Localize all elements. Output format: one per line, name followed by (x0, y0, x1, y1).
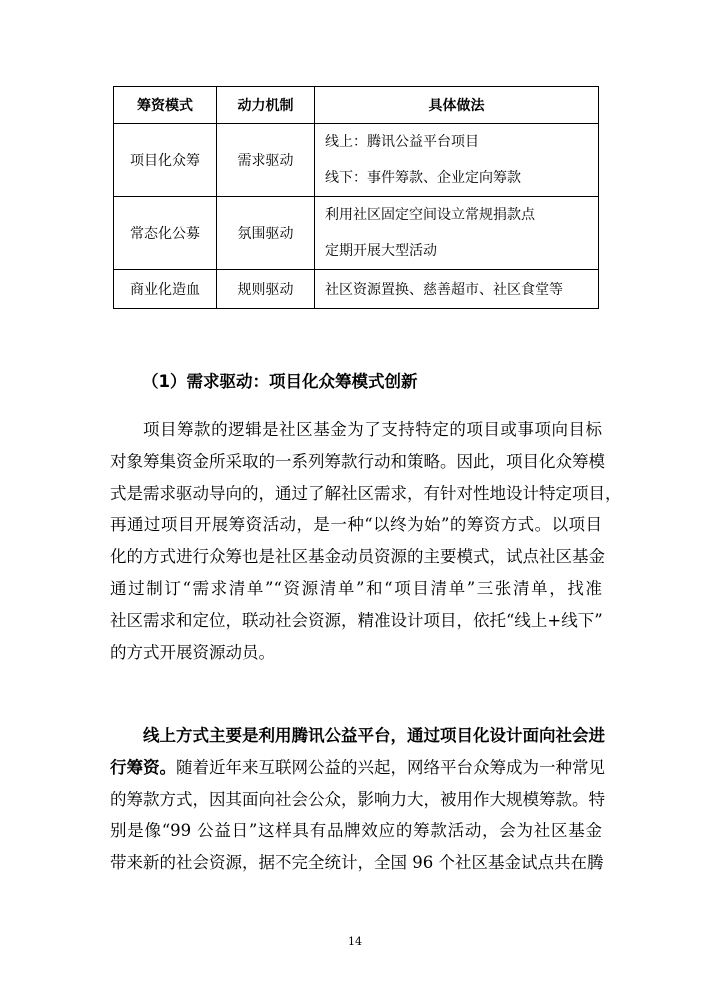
detail-line: 线上：腾讯公益平台项目 (325, 134, 479, 150)
table-header: 筹资模式 (114, 87, 217, 124)
paragraph-1 (110, 414, 622, 668)
text-line: 化的方式进行众筹也是社区基金动员资源的主要模式，试点社区基金 (110, 547, 605, 567)
table-cell-details: 社区资源置换、慈善超市、社区食堂等 (315, 270, 599, 309)
detail-line: 线下：事件筹款、企业定向筹款 (325, 170, 521, 186)
text-line: 的筹款方式，因其面向社会公众，影响力大，被用作大规模筹款。特 (110, 789, 605, 809)
table-cell-mechanism: 需求驱动 (217, 124, 315, 197)
table-row (114, 124, 599, 197)
text-line: 式是需求驱动导向的，通过了解社区需求，有针对性地设计特定项目， (110, 483, 622, 503)
text-line: 的方式开展资源动员。 (110, 642, 275, 662)
text-line: 带来新的社会资源，据不完全统计，全国 96 个社区基金试点共在腾 (110, 853, 604, 873)
table-header-row (114, 87, 599, 124)
text-line (110, 752, 605, 784)
text-line: 对象筹集资金所采取的一系列筹款行动和策略。因此，项目化众筹模 (110, 451, 605, 471)
detail-line: 定期开展大型活动 (325, 243, 437, 259)
table-cell-mode: 商业化造血 (114, 270, 217, 309)
table-row (114, 197, 599, 270)
table-header: 具体做法 (315, 87, 599, 124)
table-cell-mode: 常态化公募 (114, 197, 217, 270)
table-cell-details (315, 197, 599, 270)
bold-text: 行筹资。 (110, 757, 176, 777)
table-cell-mode: 项目化众筹 (114, 124, 217, 197)
page-number: 14 (348, 935, 362, 948)
table-cell-mechanism: 氛围驱动 (217, 197, 315, 270)
text-line: 通过制订“需求清单”“资源清单”和“项目清单”三张清单，找准 (110, 578, 602, 598)
paragraph-2 (110, 720, 605, 879)
text-line: 再通过项目开展筹资活动，是一种“以终为始”的筹资方式。以项目 (110, 515, 602, 535)
table-header: 动力机制 (217, 87, 315, 124)
table-cell-details (315, 124, 599, 197)
text-line: 社区需求和定位，联动社会资源，精准设计项目，依托“线上+线下” (110, 610, 603, 630)
text-line: 别是像“99 公益日”这样具有品牌效应的筹款活动，会为社区基金 (110, 821, 602, 841)
table-row (114, 270, 599, 309)
plain-text: 随着近年来互联网公益的兴起，网络平台众筹成为一种常见 (176, 757, 605, 777)
text-line-bold: 线上方式主要是利用腾讯公益平台，通过项目化设计面向社会进 (143, 726, 605, 745)
section-heading: （1）需求驱动：项目化众筹模式创新 (142, 372, 418, 391)
table-cell-mechanism: 规则驱动 (217, 270, 315, 309)
detail-line: 利用社区固定空间设立常规捐款点 (325, 207, 535, 223)
funding-model-table (113, 86, 598, 309)
text-line: 项目筹款的逻辑是社区基金为了支持特定的项目或事项向目标 (143, 420, 602, 439)
